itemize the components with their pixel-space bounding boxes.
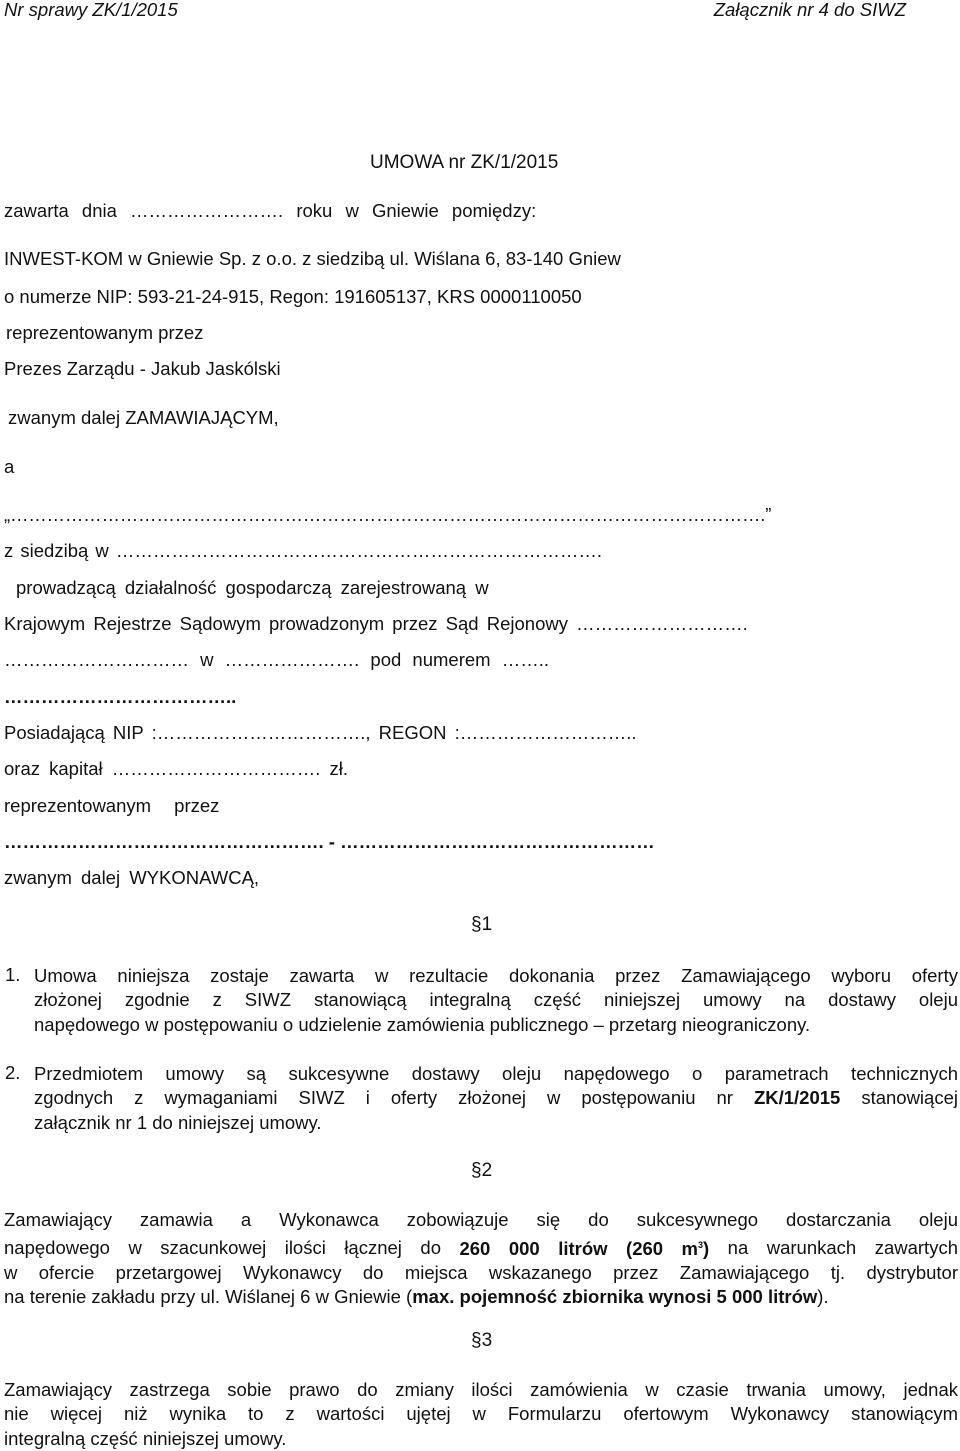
case-ref-bold: ZK/1/2015 — [753, 1087, 841, 1109]
section-sign: § — [471, 1330, 482, 1351]
employer-line-2: o numerze NIP: 593-21-24-915, Regon: 191605137, KRS 0000110050 — [4, 286, 582, 307]
section-3-heading: §3 — [471, 1330, 493, 1351]
section-2-text: Zamawiający zamawia a Wykonawca zobowiązuje się do sukcesywnego dostarczania oleju napędowego w szacunkowej ilości łącznej do 260 000 litrów (260 $m^3$) na warunkach zawartych w ofercie przetargowej Wykonawcy do miejsca wskazanego przez Zamawiającego tj. dystrybutor na terenie zakładu przy ul. Wiślanej 6 w Gniewie (max. pojemność zbiornika wynosi 5 000 litrów). — [4, 1209, 958, 1308]
employer-line-1: INWEST-KOM w Gniewie Sp. z o.o. z siedzibą ul. Wiślana 6, 83-140 Gniew — [4, 248, 621, 269]
point-1-text: Umowa niniejsza zostaje zawarta w rezultacie dokonania przez Zamawiającego wyboru oferty złożonej zgodnie z SIWZ stanowiącą integralną część niniejszej umowy na dostawy oleju napędowego w postępowaniu o udzielenie zamówienia publicznego – przetarg nieograniczony. — [34, 965, 958, 1035]
point-2-text: Przedmiotem umowy są sukcesywne dostawy oleju napędowego o parametrach technicznych zgodnych z wymaganiami SIWZ i oferty złożonej w postępowaniu nr ZK/1/2015 stanowiącej załącznik nr 1 do niniejszej umowy. — [34, 1063, 958, 1133]
section-1-heading: §1 — [471, 914, 493, 935]
share-capital: oraz kapitał ……………………………. zł. — [4, 758, 349, 779]
case-number: Nr sprawy ZK/1/2015 — [4, 0, 178, 20]
attachment-label: Załącznik nr 4 do SIWZ — [713, 0, 906, 20]
court-registry: Krajowym Rejestrze Sądowym prowadzonym przez Sąd Rejonowy ………………………. — [4, 613, 748, 634]
signatory-blank: ……………………………………………. - …………………………………………… — [4, 831, 655, 852]
dots-continuation: ……………………………….. — [4, 686, 237, 707]
section-2-heading: §2 — [471, 1160, 493, 1181]
contractor-alias: zwanym dalej WYKONAWCĄ, — [4, 867, 260, 888]
employer-alias: zwanym dalej ZAMAWIAJĄCYM, — [8, 407, 279, 428]
nip-regon-line: Posiadającą NIP :……………………………., REGON :……………………….. — [4, 722, 637, 743]
registry-number: ………………………… w …………………. pod numerem …….. — [4, 649, 549, 670]
concluded-line: zawarta dnia ……………………. roku w Gniewie pomiędzy: — [4, 200, 537, 221]
represented-by: reprezentowanym przez — [6, 322, 204, 343]
section-sign: § — [471, 1160, 482, 1181]
contractor-seat: z siedzibą w ……………………………………………………………………. — [4, 540, 603, 561]
section-3-text: Zamawiający zastrzega sobie prawo do zmiany ilości zamówienia w czasie trwania umowy, jednak nie więcej niż wynika to z wartości ujętej w Formularzu ofertowym Wykonawcy stanowiącym integralną część niniejszej umowy. — [4, 1379, 958, 1449]
president-line: Prezes Zarządu - Jakub Jaskólski — [4, 358, 281, 379]
point-1-number: 1. — [5, 964, 21, 985]
contractor-name-blank: „…………………………………………………………………………………………………………….” — [4, 504, 772, 525]
represented-by-2: reprezentowanym przez — [4, 795, 220, 816]
quantity-bold: 260 000 litrów (260 $m^3$) — [459, 1237, 710, 1259]
section-sign: § — [471, 914, 482, 935]
tank-capacity-bold: max. pojemność zbiornika wynosi 5 000 litrów — [412, 1286, 818, 1308]
contract-title: UMOWA nr ZK/1/2015 — [370, 152, 559, 173]
point-2-number: 2. — [5, 1062, 21, 1083]
and-connector: a — [4, 456, 15, 477]
business-activity: prowadzącą działalność gospodarczą zarejestrowaną w — [16, 577, 489, 598]
